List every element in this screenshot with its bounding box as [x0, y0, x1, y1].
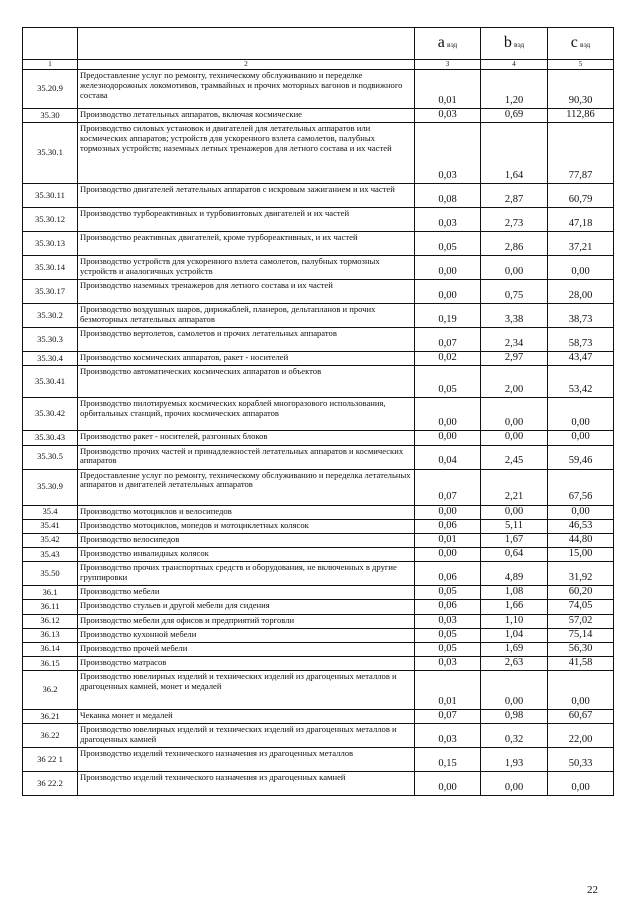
row-value-c: 90,30 — [548, 70, 614, 109]
row-name: Предоставление услуг по ремонту, техническому обслуживанию и переделке железнодорожных локомотивов, трамвайных и прочих моторных вагонов и подвижного состава — [78, 70, 415, 109]
table-row — [23, 533, 614, 547]
row-value-a: 0,06 — [415, 562, 481, 586]
row-code: 35.30.12 — [23, 208, 78, 232]
row-value-b: 2,73 — [481, 208, 548, 232]
row-value-b: 0,00 — [481, 505, 548, 519]
table-row — [23, 398, 614, 431]
row-name: Производство прочих транспортных средств и оборудования, не включенных в другие группировки — [78, 562, 415, 586]
table-row — [23, 445, 614, 469]
table-row — [23, 586, 614, 600]
row-name: Производство мебели — [78, 586, 415, 600]
table-row — [23, 600, 614, 614]
row-code: 36.15 — [23, 657, 78, 671]
table-row — [23, 628, 614, 642]
row-name: Производство ювелирных изделий и технических изделий из драгоценных металлов и драгоценных камней — [78, 724, 415, 748]
row-value-a: 0,00 — [415, 505, 481, 519]
table-row — [23, 748, 614, 772]
column-index-2: 2 — [78, 60, 415, 70]
header-a-letter: a — [437, 34, 445, 52]
row-name: Производство двигателей летательных аппаратов с искровым зажиганием и их частей — [78, 184, 415, 208]
row-code: 35.30.43 — [23, 431, 78, 445]
row-value-c: 46,53 — [548, 519, 614, 533]
row-name: Производство изделий технического назначения из драгоценных камней — [78, 772, 415, 796]
row-value-c: 31,92 — [548, 562, 614, 586]
row-code: 35.30.13 — [23, 232, 78, 256]
row-code: 36.21 — [23, 710, 78, 724]
table-row — [23, 109, 614, 123]
row-name: Производство мотоциклов и велосипедов — [78, 505, 415, 519]
row-value-c: 0,00 — [548, 431, 614, 445]
row-name: Производство прочих частей и принадлежностей летательных аппаратов и космических аппаратов — [78, 445, 415, 469]
row-name: Производство изделий технического назначения из драгоценных металлов — [78, 748, 415, 772]
header-a-subscript: вэд — [447, 40, 458, 50]
row-code: 36.13 — [23, 628, 78, 642]
row-value-c: 60,79 — [548, 184, 614, 208]
row-value-a: 0,05 — [415, 642, 481, 656]
row-code: 35.4 — [23, 505, 78, 519]
row-value-b: 1,93 — [481, 748, 548, 772]
row-value-b: 1,67 — [481, 533, 548, 547]
row-code: 36.12 — [23, 614, 78, 628]
column-index-3: 3 — [415, 60, 481, 70]
row-value-c: 112,86 — [548, 109, 614, 123]
row-value-b: 1,04 — [481, 628, 548, 642]
row-value-b: 0,00 — [481, 671, 548, 710]
row-code: 36.14 — [23, 642, 78, 656]
table-row — [23, 657, 614, 671]
row-value-a: 0,00 — [415, 280, 481, 304]
table-row — [23, 519, 614, 533]
row-value-c: 0,00 — [548, 671, 614, 710]
row-code: 35.30.11 — [23, 184, 78, 208]
row-value-a: 0,19 — [415, 304, 481, 328]
row-code: 35.30.1 — [23, 123, 78, 184]
row-value-a: 0,00 — [415, 398, 481, 431]
row-name: Производство мотоциклов, мопедов и мотоциклетных колясок — [78, 519, 415, 533]
row-code: 35.30.4 — [23, 352, 78, 366]
row-value-a: 0,15 — [415, 748, 481, 772]
row-value-b: 3,38 — [481, 304, 548, 328]
row-name: Производство прочей мебели — [78, 642, 415, 656]
table-row — [23, 256, 614, 280]
row-value-a: 0,01 — [415, 671, 481, 710]
row-name: Производство ракет - носителей, разгонных блоков — [78, 431, 415, 445]
row-name: Производство пилотируемых космических кораблей многоразового использования, орбитальных станций, прочих космических аппаратов — [78, 398, 415, 431]
row-value-b: 1,20 — [481, 70, 548, 109]
table-row — [23, 548, 614, 562]
row-name: Производство турбореактивных и турбовинтовых двигателей и их частей — [78, 208, 415, 232]
header-code-cell — [23, 28, 78, 60]
row-value-c: 59,46 — [548, 445, 614, 469]
economic-activity-coefficients-table — [22, 27, 614, 796]
table-row — [23, 505, 614, 519]
row-value-a: 0,06 — [415, 519, 481, 533]
row-code: 35.30.41 — [23, 366, 78, 398]
row-name: Производство велосипедов — [78, 533, 415, 547]
header-name-cell — [78, 28, 415, 60]
row-name: Производство мебели для офисов и предприятий торговли — [78, 614, 415, 628]
row-value-b: 0,98 — [481, 710, 548, 724]
row-value-c: 44,80 — [548, 533, 614, 547]
row-value-a: 0,01 — [415, 533, 481, 547]
row-value-c: 75,14 — [548, 628, 614, 642]
row-name: Производство инвалидных колясок — [78, 548, 415, 562]
table-row — [23, 469, 614, 505]
row-value-a: 0,05 — [415, 366, 481, 398]
table-row — [23, 208, 614, 232]
row-name: Производство автоматических космических аппаратов и объектов — [78, 366, 415, 398]
row-code: 35.30.14 — [23, 256, 78, 280]
row-value-b: 2,87 — [481, 184, 548, 208]
row-value-b: 1,10 — [481, 614, 548, 628]
table-row — [23, 280, 614, 304]
row-value-b: 2,34 — [481, 328, 548, 352]
row-name: Производство ювелирных изделий и технических изделий из драгоценных металлов и драгоценных камней, монет и медалей — [78, 671, 415, 710]
row-value-a: 0,05 — [415, 586, 481, 600]
row-value-b: 4,89 — [481, 562, 548, 586]
row-name: Производство космических аппаратов, ракет - носителей — [78, 352, 415, 366]
table-row — [23, 562, 614, 586]
row-code: 35.30.3 — [23, 328, 78, 352]
row-value-c: 57,02 — [548, 614, 614, 628]
row-value-b: 0,69 — [481, 109, 548, 123]
row-value-c: 0,00 — [548, 398, 614, 431]
row-value-c: 38,73 — [548, 304, 614, 328]
row-value-a: 0,03 — [415, 208, 481, 232]
row-value-b: 0,00 — [481, 772, 548, 796]
row-code: 35.50 — [23, 562, 78, 586]
header-c-subscript: вэд — [580, 40, 591, 50]
row-value-b: 1,08 — [481, 586, 548, 600]
row-value-b: 2,00 — [481, 366, 548, 398]
header-a-cell — [415, 28, 481, 60]
row-code: 35.30.9 — [23, 469, 78, 505]
table-row — [23, 184, 614, 208]
row-value-a: 0,00 — [415, 431, 481, 445]
row-name: Производство матрасов — [78, 657, 415, 671]
row-value-a: 0,03 — [415, 109, 481, 123]
page-number: 22 — [587, 884, 598, 896]
row-value-b: 0,64 — [481, 548, 548, 562]
row-value-b: 0,32 — [481, 724, 548, 748]
row-value-b: 1,64 — [481, 123, 548, 184]
row-code: 36.1 — [23, 586, 78, 600]
row-value-c: 77,87 — [548, 123, 614, 184]
row-value-a: 0,05 — [415, 628, 481, 642]
row-name: Предоставление услуг по ремонту, техническому обслуживанию и переделка летательных аппаратов и двигателей летательных аппаратов — [78, 469, 415, 505]
row-value-a: 0,03 — [415, 724, 481, 748]
row-value-c: 67,56 — [548, 469, 614, 505]
row-value-c: 0,00 — [548, 505, 614, 519]
header-b-cell — [481, 28, 548, 60]
row-value-b: 2,45 — [481, 445, 548, 469]
row-code: 35.30.17 — [23, 280, 78, 304]
row-value-c: 60,67 — [548, 710, 614, 724]
row-value-a: 0,06 — [415, 600, 481, 614]
row-name: Чеканка монет и медалей — [78, 710, 415, 724]
table-row — [23, 328, 614, 352]
column-index-5: 5 — [548, 60, 614, 70]
row-name: Производство силовых установок и двигателей для летательных аппаратов или космических аппаратов; устройств для ускоренного взлета самолетов, палубных тормозных устройств; наземных летных тренажеров для летного состава и их частей — [78, 123, 415, 184]
row-name: Производство стульев и другой мебели для сидения — [78, 600, 415, 614]
column-index-row — [23, 60, 614, 70]
row-value-c: 53,42 — [548, 366, 614, 398]
row-value-a: 0,07 — [415, 469, 481, 505]
table-row — [23, 614, 614, 628]
row-code: 35.30.5 — [23, 445, 78, 469]
table-row — [23, 431, 614, 445]
row-value-c: 43,47 — [548, 352, 614, 366]
table-row — [23, 642, 614, 656]
row-code: 35.43 — [23, 548, 78, 562]
table-row — [23, 772, 614, 796]
row-value-a: 0,04 — [415, 445, 481, 469]
row-value-c: 56,30 — [548, 642, 614, 656]
row-value-a: 0,07 — [415, 710, 481, 724]
row-value-c: 58,73 — [548, 328, 614, 352]
header-b-subscript: вэд — [513, 40, 525, 50]
row-code: 35.30.2 — [23, 304, 78, 328]
row-code: 36.2 — [23, 671, 78, 710]
table-row — [23, 304, 614, 328]
row-value-c: 74,05 — [548, 600, 614, 614]
row-code: 35.30 — [23, 109, 78, 123]
row-value-a: 0,01 — [415, 70, 481, 109]
header-row — [23, 28, 614, 60]
table-row — [23, 710, 614, 724]
row-value-a: 0,05 — [415, 232, 481, 256]
table-row — [23, 232, 614, 256]
header-b-letter: b — [503, 34, 512, 52]
row-value-a: 0,03 — [415, 614, 481, 628]
table-row — [23, 70, 614, 109]
table-row — [23, 671, 614, 710]
row-value-b: 0,00 — [481, 398, 548, 431]
table-row — [23, 352, 614, 366]
row-value-b: 2,86 — [481, 232, 548, 256]
table-row — [23, 123, 614, 184]
row-value-a: 0,00 — [415, 256, 481, 280]
row-value-a: 0,00 — [415, 548, 481, 562]
row-value-b: 0,00 — [481, 431, 548, 445]
row-name: Производство реактивных двигателей, кроме турбореактивных, и их частей — [78, 232, 415, 256]
row-value-b: 2,63 — [481, 657, 548, 671]
row-value-b: 1,69 — [481, 642, 548, 656]
row-value-a: 0,08 — [415, 184, 481, 208]
row-code: 36 22.2 — [23, 772, 78, 796]
row-value-c: 60,20 — [548, 586, 614, 600]
row-code: 36.11 — [23, 600, 78, 614]
row-value-b: 2,21 — [481, 469, 548, 505]
row-value-b: 5,11 — [481, 519, 548, 533]
row-value-b: 0,00 — [481, 256, 548, 280]
row-name: Производство устройств для ускоренного взлета самолетов, палубных тормозных устройств и аналогичных устройств — [78, 256, 415, 280]
row-code: 36 22 1 — [23, 748, 78, 772]
row-value-a: 0,00 — [415, 772, 481, 796]
row-name: Производство воздушных шаров, дирижаблей, планеров, дельтапланов и прочих безмоторных летательных аппаратов — [78, 304, 415, 328]
row-code: 36.22 — [23, 724, 78, 748]
row-name: Производство наземных тренажеров для летного состава и их частей — [78, 280, 415, 304]
row-value-c: 37,21 — [548, 232, 614, 256]
row-value-c: 41,58 — [548, 657, 614, 671]
table-row — [23, 724, 614, 748]
row-code: 35.30.42 — [23, 398, 78, 431]
row-value-c: 28,00 — [548, 280, 614, 304]
row-value-a: 0,03 — [415, 657, 481, 671]
row-value-a: 0,03 — [415, 123, 481, 184]
row-code: 35.41 — [23, 519, 78, 533]
row-code: 35.42 — [23, 533, 78, 547]
table-row — [23, 366, 614, 398]
row-value-c: 15,00 — [548, 548, 614, 562]
header-c-letter: c — [570, 34, 578, 52]
row-value-c: 22,00 — [548, 724, 614, 748]
row-value-a: 0,07 — [415, 328, 481, 352]
row-name: Производство вертолетов, самолетов и прочих летательных аппаратов — [78, 328, 415, 352]
row-value-c: 0,00 — [548, 772, 614, 796]
row-value-c: 47,18 — [548, 208, 614, 232]
row-value-c: 0,00 — [548, 256, 614, 280]
column-index-1: 1 — [23, 60, 78, 70]
header-c-cell — [548, 28, 614, 60]
row-value-b: 2,97 — [481, 352, 548, 366]
row-value-a: 0,02 — [415, 352, 481, 366]
row-value-b: 0,75 — [481, 280, 548, 304]
row-value-c: 50,33 — [548, 748, 614, 772]
row-code: 35.20.9 — [23, 70, 78, 109]
row-value-b: 1,66 — [481, 600, 548, 614]
column-index-4: 4 — [481, 60, 548, 70]
row-name: Производство летательных аппаратов, включая космические — [78, 109, 415, 123]
row-name: Производство кухонной мебели — [78, 628, 415, 642]
